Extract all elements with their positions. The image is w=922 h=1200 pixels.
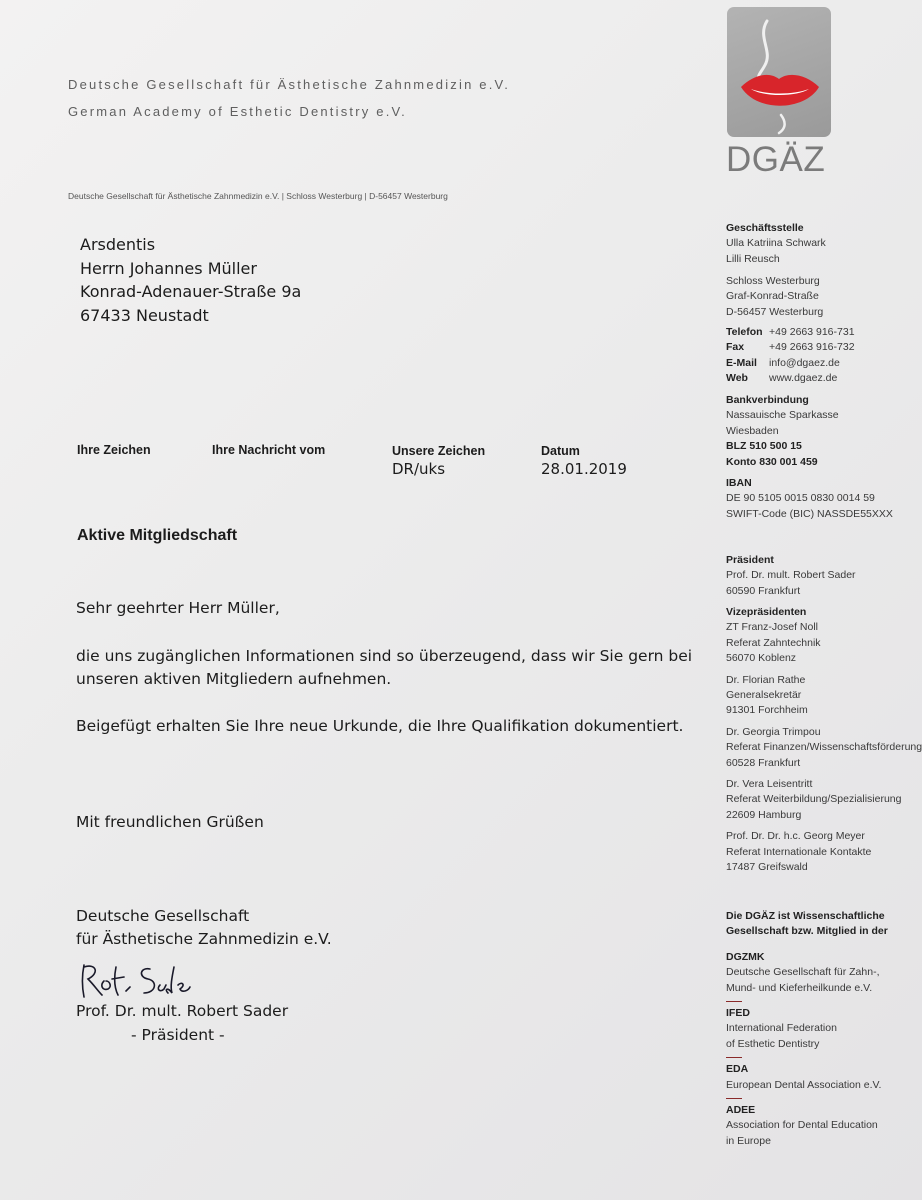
paragraph-2: Beigefügt erhalten Sie Ihre neue Urkunde, die Ihre Qualifikation dokumentiert. [76, 717, 684, 735]
recipient-address [80, 233, 301, 327]
sender-line-2: für Ästhetische Zahnmedizin e.V. [76, 930, 332, 948]
vp5-city: 17487 Greifswald [726, 861, 808, 874]
contact-phone [726, 325, 855, 340]
sender-block [76, 905, 332, 951]
dgaez-logo [727, 7, 831, 137]
sidebar-office [726, 221, 826, 267]
sidebar-contact [726, 325, 855, 387]
handwritten-signature [78, 961, 198, 1003]
address-line-1: Schloss Westerburg [726, 275, 820, 287]
ref-datum-label: Datum [541, 444, 580, 458]
web-label: Web [726, 372, 748, 385]
swift-code: SWIFT-Code (BIC) NASSDE55XXX [726, 507, 893, 520]
paragraph-1 [76, 645, 692, 691]
recipient-street: Konrad-Adenauer-Straße 9a [80, 282, 302, 301]
sidebar-address [726, 274, 823, 320]
org-name-german: Deutsche Gesellschaft für Ästhetische Zahnmedizin e.V. [68, 77, 511, 92]
contact-fax [726, 340, 855, 355]
sidebar-iban [726, 476, 893, 522]
bank-name: Nassauische Sparkasse [726, 409, 839, 422]
phone-label: Telefon [726, 326, 763, 338]
ref-unsere-zeichen-label: Unsere Zeichen [392, 444, 486, 458]
vp4-role: Referat Weiterbildung/Spezialisierung [726, 793, 902, 806]
divider [726, 1057, 742, 1058]
ref-datum-value: 28.01.2019 [541, 460, 627, 478]
signatory-name: Prof. Dr. mult. Robert Sader [76, 1002, 289, 1020]
bank-title: Bankverbindung [726, 394, 809, 406]
address-line-2: Graf-Konrad-Straße [726, 290, 819, 303]
vp2-city: 91301 Forchheim [726, 704, 808, 717]
member-adee-line-2: in Europe [726, 1134, 771, 1147]
salutation: Sehr geehrter Herr Müller, [76, 599, 280, 617]
bank-konto: Konto 830 001 459 [726, 455, 818, 468]
contact-web [726, 371, 855, 386]
office-name-2: Lilli Reusch [726, 252, 780, 265]
sidebar-memberships [726, 909, 888, 1149]
membership-intro-1: Die DGÄZ ist Wissenschaftliche [726, 910, 885, 922]
iban-value: DE 90 5105 0015 0830 0014 59 [726, 492, 875, 505]
lips-icon [727, 7, 831, 137]
signatory-role: - Präsident - [131, 1026, 225, 1044]
vp3-role: Referat Finanzen/Wissenschaftsförderung [726, 741, 922, 754]
sidebar-bank [726, 393, 839, 470]
member-ifed-abbr: IFED [726, 1007, 750, 1020]
vp3-city: 60528 Frankfurt [726, 756, 801, 769]
member-adee-abbr: ADEE [726, 1104, 756, 1117]
sidebar-vice-presidents [726, 605, 922, 876]
president-name: Prof. Dr. mult. Robert Sader [726, 569, 856, 582]
contact-email [726, 356, 855, 371]
vp1-name: ZT Franz-Josef Noll [726, 621, 818, 634]
vp5-role: Referat Internationale Kontakte [726, 845, 872, 858]
vp4-name: Dr. Vera Leisentritt [726, 778, 813, 791]
recipient-company: Arsdentis [80, 235, 156, 254]
org-name-english: German Academy of Esthetic Dentistry e.V. [68, 104, 407, 119]
divider [726, 1098, 742, 1099]
paragraph-1-line-1: die uns zugänglichen Informationen sind so überzeugend, dass wir Sie gern bei [76, 647, 693, 665]
vp3-name: Dr. Georgia Trimpou [726, 725, 821, 738]
fax-label: Fax [726, 341, 745, 354]
recipient-name: Herrn Johannes Müller [80, 258, 257, 278]
vp5-name: Prof. Dr. Dr. h.c. Georg Meyer [726, 830, 865, 843]
sidebar-president [726, 553, 856, 599]
email-value: info@dgaez.de [769, 356, 840, 369]
divider [726, 1001, 742, 1002]
return-address: Deutsche Gesellschaft für Ästhetische Zahnmedizin e.V. | Schloss Westerburg | D-56457 Westerburg [68, 191, 448, 201]
letter-subject: Aktive Mitgliedschaft [77, 527, 238, 544]
fax-value: +49 2663 916-732 [769, 341, 855, 354]
ref-ihre-zeichen-label: Ihre Zeichen [77, 443, 151, 457]
member-ifed-line-2: of Esthetic Dentistry [726, 1037, 820, 1050]
ref-unsere-zeichen-value: DR/uks [392, 460, 446, 478]
closing: Mit freundlichen Grüßen [76, 813, 264, 831]
vp1-role: Referat Zahntechnik [726, 636, 821, 649]
vp4-city: 22609 Hamburg [726, 808, 802, 821]
member-eda-line-1: European Dental Association e.V. [726, 1078, 882, 1091]
address-line-3: D-56457 Westerburg [726, 305, 824, 318]
vp2-role: Generalsekretär [726, 689, 802, 702]
office-title: Geschäftsstelle [726, 222, 804, 234]
president-city: 60590 Frankfurt [726, 584, 801, 597]
bank-city: Wiesbaden [726, 424, 779, 437]
ref-ihre-nachricht-label: Ihre Nachricht vom [212, 443, 326, 457]
member-eda-abbr: EDA [726, 1063, 749, 1076]
bank-blz: BLZ 510 500 15 [726, 440, 802, 453]
membership-intro-2: Gesellschaft bzw. Mitglied in der [726, 925, 888, 938]
logo-wordmark: DGÄZ [726, 140, 826, 179]
vice-title: Vizepräsidenten [726, 606, 807, 618]
vp1-city: 56070 Koblenz [726, 652, 797, 665]
vp2-name: Dr. Florian Rathe [726, 673, 806, 686]
member-adee-line-1: Association for Dental Education [726, 1119, 878, 1132]
member-dgzmk-line-2: Mund- und Kieferheilkunde e.V. [726, 981, 873, 994]
phone-value: +49 2663 916-731 [769, 326, 855, 338]
member-dgzmk-abbr: DGZMK [726, 950, 765, 963]
office-name-1: Ulla Katriina Schwark [726, 237, 826, 250]
iban-label: IBAN [726, 477, 752, 489]
email-label: E-Mail [726, 356, 757, 369]
president-title: Präsident [726, 554, 774, 566]
web-value: www.dgaez.de [769, 372, 838, 385]
paragraph-1-line-2: unseren aktiven Mitgliedern aufnehmen. [76, 670, 392, 688]
member-dgzmk-line-1: Deutsche Gesellschaft für Zahn-, [726, 966, 880, 979]
member-ifed-line-1: International Federation [726, 1022, 837, 1035]
recipient-city: 67433 Neustadt [80, 305, 209, 325]
sender-line-1: Deutsche Gesellschaft [76, 907, 250, 925]
